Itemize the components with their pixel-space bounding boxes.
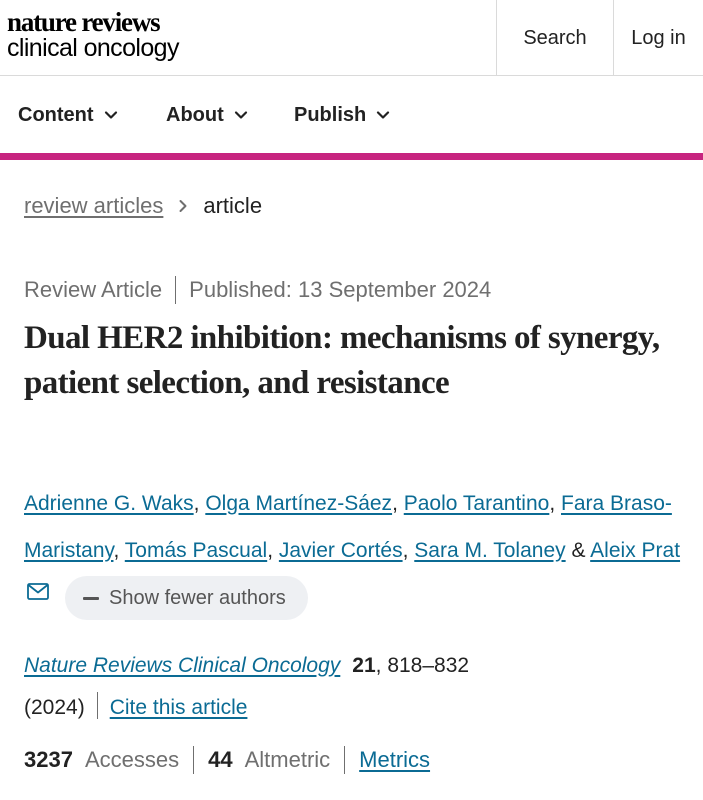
metrics-divider bbox=[344, 746, 345, 774]
site-logo[interactable] bbox=[7, 9, 179, 61]
author-separator: , bbox=[267, 539, 274, 562]
author-separator: , bbox=[113, 539, 120, 562]
nav-publish-label: Publish bbox=[294, 103, 367, 126]
chevron-right-icon bbox=[177, 199, 189, 213]
login-button[interactable]: Log in bbox=[613, 0, 703, 76]
nav-content[interactable] bbox=[18, 77, 118, 153]
author-separator: , bbox=[549, 492, 556, 515]
citation bbox=[24, 645, 584, 729]
author-separator: , bbox=[193, 492, 200, 515]
show-fewer-label: Show fewer authors bbox=[109, 586, 286, 609]
cite-this-article-link[interactable]: Cite this article bbox=[109, 696, 248, 719]
accesses-label: Accesses bbox=[84, 747, 180, 772]
author-list bbox=[24, 480, 689, 621]
breadcrumb-current: article bbox=[203, 193, 263, 218]
published-date: Published: 13 September 2024 bbox=[189, 277, 492, 302]
metrics-bar bbox=[24, 746, 430, 774]
accesses-count: 3237 bbox=[24, 747, 73, 772]
author-separator: , bbox=[402, 539, 409, 562]
author-link[interactable]: Olga Martínez-Sáez bbox=[205, 492, 393, 515]
author-link[interactable]: Adrienne G. Waks bbox=[24, 492, 194, 515]
nav-about-label: About bbox=[166, 103, 224, 126]
logo-line-1: nature reviews bbox=[7, 7, 160, 37]
meta-divider bbox=[175, 276, 176, 304]
chevron-down-icon bbox=[234, 108, 248, 122]
metrics-link[interactable]: Metrics bbox=[359, 747, 431, 772]
mail-icon[interactable] bbox=[27, 583, 49, 600]
main-nav bbox=[0, 77, 703, 153]
nav-accent-bar bbox=[0, 153, 703, 160]
nav-content-label: Content bbox=[18, 103, 94, 126]
author-link[interactable]: Sara M. Tolaney bbox=[414, 539, 566, 562]
article-type: Review Article bbox=[24, 277, 163, 302]
page-range: , 818–832 bbox=[375, 654, 470, 677]
author-link[interactable]: Paolo Tarantino bbox=[403, 492, 550, 515]
minus-icon bbox=[83, 597, 99, 600]
chevron-down-icon bbox=[376, 108, 390, 122]
altmetric-label: Altmetric bbox=[244, 747, 331, 772]
show-fewer-authors-button[interactable] bbox=[65, 576, 308, 620]
nav-publish[interactable] bbox=[294, 77, 390, 153]
author-ampersand: & bbox=[571, 539, 586, 562]
journal-link[interactable]: Nature Reviews Clinical Oncology bbox=[24, 654, 341, 677]
author-separator: , bbox=[392, 492, 398, 515]
author-link[interactable]: Aleix Prat bbox=[590, 539, 681, 562]
author-link[interactable]: Tomás Pascual bbox=[124, 539, 268, 562]
metrics-divider bbox=[193, 746, 194, 774]
year: (2024) bbox=[24, 696, 85, 719]
nav-about[interactable] bbox=[166, 77, 248, 153]
chevron-down-icon bbox=[104, 108, 118, 122]
breadcrumb-review-articles[interactable]: review articles bbox=[24, 193, 164, 218]
cite-divider bbox=[97, 692, 98, 719]
author-link[interactable]: Fara Braso-Maristany bbox=[24, 492, 672, 562]
author-link[interactable]: Javier Cortés bbox=[278, 539, 403, 562]
article-title: Dual HER2 inhibition: mechanisms of synergy, patient selection, and resistance bbox=[24, 320, 660, 401]
volume: 21 bbox=[352, 654, 376, 677]
altmetric-count: 44 bbox=[208, 747, 233, 772]
search-button[interactable]: Search bbox=[496, 0, 613, 76]
logo-line-2: clinical oncology bbox=[7, 34, 179, 62]
breadcrumb bbox=[24, 193, 262, 219]
article-meta bbox=[24, 276, 491, 304]
site-header bbox=[0, 0, 703, 76]
